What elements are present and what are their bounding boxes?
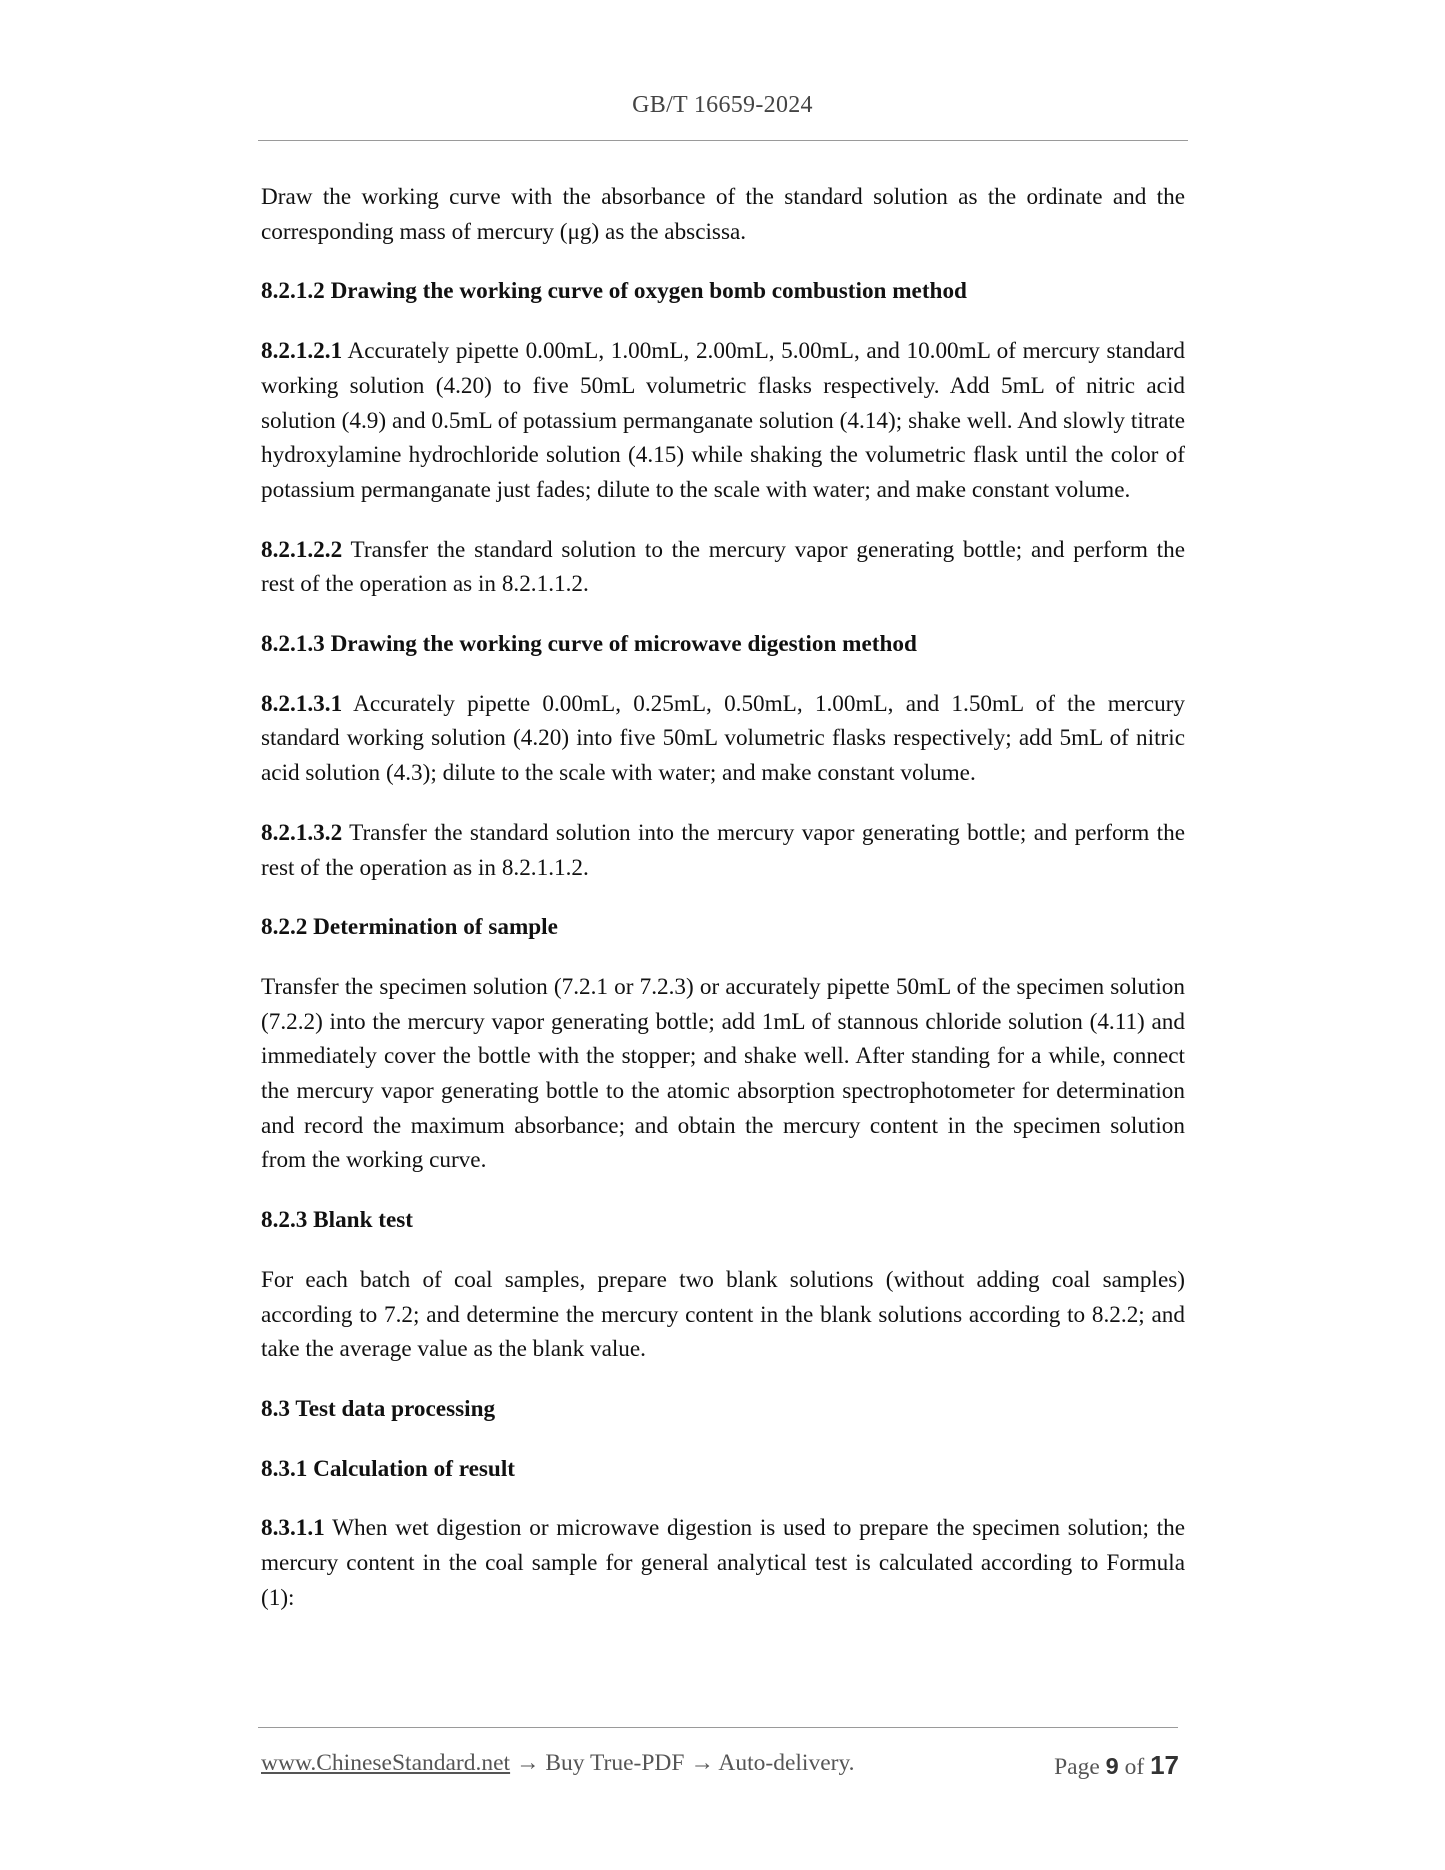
of-label: of — [1124, 1754, 1145, 1780]
total-page-number: 17 — [1150, 1750, 1179, 1780]
clause-number: 8.2.1.3.1 — [261, 690, 343, 717]
paragraph-8-2-1-3-1 — [261, 687, 1185, 791]
clause-text: When wet digestion or microwave digestion is used to prepare the specimen solution; the mercury content in the coal sample for general analytical test is calculated according to Formula (1): — [261, 1515, 1185, 1611]
page-indicator — [1054, 1750, 1179, 1781]
paragraph-8-2-1-2-1 — [261, 334, 1185, 508]
paragraph-8-2-1-2-2 — [261, 533, 1185, 602]
paragraph-8-2-1-3-2 — [261, 816, 1185, 885]
footer-tagline: → Buy True-PDF → Auto-delivery. — [510, 1750, 855, 1776]
clause-text: Accurately pipette 0.00mL, 1.00mL, 2.00mL, 5.00mL, and 10.00mL of mercury standard working solution (4.20) to five 50mL volumetric flasks respectively. Add 5mL of nitric acid solution (4.9) and 0.5mL of potassium permanganate solution (4.14); shake well. And slowly titrate hydroxylamine hydrochloride solution (4.15) while shaking the volumetric flask until the color of potassium permanganate just fades; dilute to the scale with water; and make constant volume. — [261, 338, 1185, 503]
clause-number: 8.3.1.1 — [261, 1515, 325, 1542]
document-body — [261, 180, 1185, 1641]
heading-8-3-1: 8.3.1 Calculation of result — [261, 1455, 515, 1482]
paragraph-8-3-1-1 — [261, 1511, 1185, 1615]
footer-divider — [258, 1727, 1178, 1728]
clause-number: 8.2.1.3.2 — [261, 819, 343, 846]
clause-text: Transfer the standard solution into the mercury vapor generating bottle; and perform the rest of the operation as in 8.2.1.1.2. — [261, 819, 1185, 881]
clause-text: Transfer the standard solution to the mercury vapor generating bottle; and perform the rest of the operation as in 8.2.1.1.2. — [261, 536, 1185, 598]
clause-number: 8.2.1.2.2 — [261, 536, 343, 563]
website-link[interactable]: www.ChineseStandard.net — [261, 1750, 511, 1776]
clause-number: 8.2.1.2.1 — [261, 338, 343, 365]
page-label: Page — [1054, 1754, 1100, 1780]
paragraph-8-2-3: For each batch of coal samples, prepare two blank solutions (without adding coal samples) according to 7.2; and determine the mercury content in the blank solutions according to 8.2.2; and take the average value as the blank value. — [261, 1266, 1185, 1363]
heading-8-3: 8.3 Test data processing — [261, 1395, 496, 1422]
paragraph-intro: Draw the working curve with the absorbance of the standard solution as the ordinate and the corresponding mass of mercury (μg) as the abscissa. — [261, 184, 1185, 245]
heading-8-2-2: 8.2.2 Determination of sample — [261, 914, 558, 941]
paragraph-8-2-2: Transfer the specimen solution (7.2.1 or 7.2.3) or accurately pipette 50mL of the specimen solution (7.2.2) into the mercury vapor generating bottle; add 1mL of stannous chloride solution (4.11) and immediately cover the bottle with the stopper; and shake well. After standing for a while, connect the mercury vapor generating bottle to the atomic absorption spectrophotometer for determination and record the maximum absorbance; and obtain the mercury content in the specimen solution from the working curve. — [261, 973, 1185, 1174]
page-header: GB/T 16659-2024 — [632, 92, 813, 118]
header-divider — [258, 140, 1188, 141]
heading-8-2-3: 8.2.3 Blank test — [261, 1207, 414, 1234]
footer-promo — [261, 1750, 855, 1777]
clause-text: Accurately pipette 0.00mL, 0.25mL, 0.50mL, 1.00mL, and 1.50mL of the mercury standard working solution (4.20) into five 50mL volumetric flasks respectively; add 5mL of nitric acid solution (4.3); dilute to the scale with water; and make constant volume. — [261, 690, 1185, 787]
heading-8-2-1-3: 8.2.1.3 Drawing the working curve of microwave digestion method — [261, 631, 917, 658]
current-page-number: 9 — [1105, 1753, 1119, 1779]
heading-8-2-1-2: 8.2.1.2 Drawing the working curve of oxygen bomb combustion method — [261, 278, 967, 305]
